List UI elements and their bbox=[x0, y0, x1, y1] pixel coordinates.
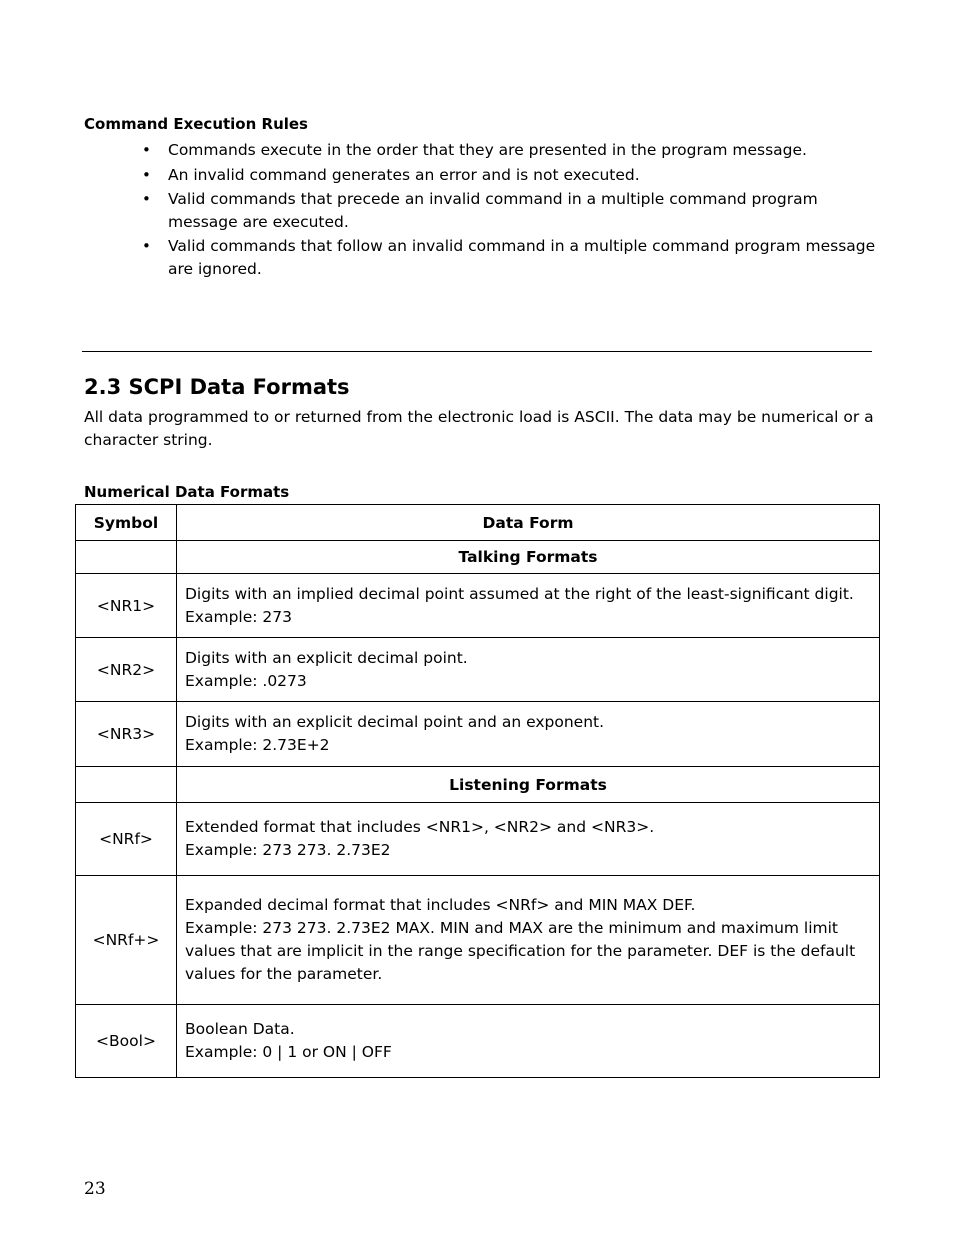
page-number: 23 bbox=[84, 1179, 106, 1199]
bullet-icon: • bbox=[142, 237, 151, 255]
cell-line: Digits with an implied decimal point assumed at the right of the least-significant digit. bbox=[185, 584, 854, 603]
execution-rules-heading: Command Execution Rules bbox=[84, 115, 308, 133]
intro-line: character string. bbox=[84, 431, 213, 449]
table-group-row bbox=[76, 541, 880, 574]
table-cell-symbol bbox=[76, 767, 177, 803]
cell-line: Digits with an explicit decimal point. bbox=[185, 648, 468, 667]
bullet-icon: • bbox=[142, 141, 151, 159]
cell-line: Example: 273 273. 2.73E2 bbox=[185, 841, 391, 859]
table-row bbox=[76, 803, 880, 876]
table-row bbox=[76, 876, 880, 1005]
table-row bbox=[76, 1005, 880, 1078]
table-group-row bbox=[76, 767, 880, 803]
group-label-listening: Listening Formats bbox=[177, 767, 880, 803]
table-cell-symbol: <NRf+> bbox=[76, 876, 177, 1005]
list-item-text: Commands execute in the order that they are presented in the program message. bbox=[168, 141, 807, 159]
cell-line: Example: 273 273. 2.73E2 MAX. MIN and MAX are the minimum and maximum limit bbox=[185, 919, 839, 937]
table-row bbox=[76, 702, 880, 767]
cell-line: Example: .0273 bbox=[185, 671, 307, 690]
section-intro bbox=[84, 406, 874, 452]
table-cell-symbol: <NRf> bbox=[76, 803, 177, 876]
table-cell-data-form bbox=[177, 638, 880, 702]
list-item-text: Valid commands that precede an invalid command in a multiple command program bbox=[168, 190, 818, 208]
table-row bbox=[76, 638, 880, 702]
section-title: 2.3 SCPI Data Formats bbox=[84, 375, 350, 399]
list-item-text: are ignored. bbox=[168, 259, 262, 278]
list-item bbox=[84, 164, 884, 187]
cell-line: Example: 0 | 1 or ON | OFF bbox=[185, 1043, 392, 1061]
cell-line: Expanded decimal format that includes <NRf> and MIN MAX DEF. bbox=[185, 896, 696, 914]
execution-rules-list bbox=[84, 139, 884, 282]
table-cell-data-form bbox=[177, 702, 880, 767]
table-cell-data-form bbox=[177, 574, 880, 638]
column-header-symbol: Symbol bbox=[76, 505, 177, 541]
list-item-text: Valid commands that follow an invalid command in a multiple command program message bbox=[168, 237, 876, 255]
column-header-data-form: Data Form bbox=[177, 505, 880, 541]
table-cell-data-form bbox=[177, 876, 880, 1005]
table-cell-symbol: <NR1> bbox=[76, 574, 177, 638]
table-cell-data-form bbox=[177, 1005, 880, 1078]
list-item bbox=[84, 188, 884, 233]
intro-line: All data programmed to or returned from the electronic load is ASCII. The data may be numerical or a bbox=[84, 408, 874, 426]
section-divider bbox=[82, 351, 872, 352]
list-item bbox=[84, 139, 884, 162]
table-header-row bbox=[76, 505, 880, 541]
cell-line: Extended format that includes <NR1>, <NR2> and <NR3>. bbox=[185, 818, 655, 836]
table-cell-data-form bbox=[177, 803, 880, 876]
cell-line: values for the parameter. bbox=[185, 965, 383, 983]
bullet-icon: • bbox=[142, 190, 151, 208]
list-item bbox=[84, 235, 884, 280]
table-cell-symbol: <NR3> bbox=[76, 702, 177, 767]
cell-line: Boolean Data. bbox=[185, 1020, 295, 1038]
cell-line: Example: 2.73E+2 bbox=[185, 736, 330, 754]
list-item-text: message are executed. bbox=[168, 212, 349, 231]
cell-line: Digits with an explicit decimal point and an exponent. bbox=[185, 713, 605, 731]
list-item-text: An invalid command generates an error and is not executed. bbox=[168, 165, 640, 184]
numerical-formats-heading: Numerical Data Formats bbox=[84, 483, 290, 501]
table-cell-symbol: <Bool> bbox=[76, 1005, 177, 1078]
table-cell-symbol: <NR2> bbox=[76, 638, 177, 702]
table-row bbox=[76, 574, 880, 638]
cell-line: values that are implicit in the range specification for the parameter. DEF is the default bbox=[185, 942, 856, 960]
group-label-talking: Talking Formats bbox=[177, 541, 880, 574]
table-cell-symbol bbox=[76, 541, 177, 574]
cell-line: Example: 273 bbox=[185, 607, 292, 626]
bullet-icon: • bbox=[142, 165, 151, 184]
numerical-formats-table bbox=[75, 504, 880, 1078]
